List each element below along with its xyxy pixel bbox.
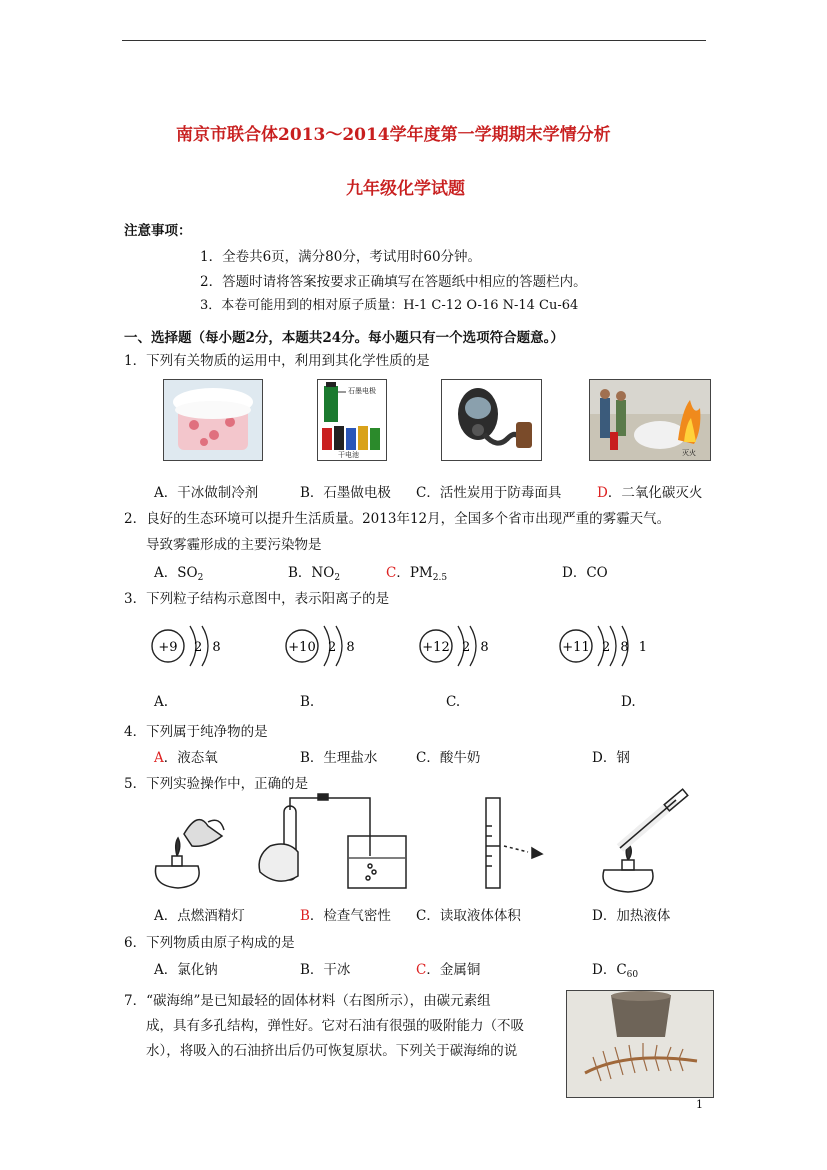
q7-line: 水），将吸入的石油挤出后仍可恢复原状。下列关于碳海绵的说: [146, 1043, 518, 1059]
q6-option-a: A．氯化钠: [154, 962, 218, 978]
electron-counts: 2 8 1: [602, 640, 651, 655]
top-rule: [122, 40, 706, 41]
q5-option-c: C．读取液体体积: [416, 908, 521, 924]
q2-option-a: A．$SO_2$: [154, 565, 204, 583]
q2-stem: 2．良好的生态环境可以提升生活质量。2013年12月，全国多个省市出现严重的雾霾天气。: [124, 511, 671, 527]
q1-option-b: B．石墨做电极: [300, 485, 391, 501]
q4-option-c: C．酸牛奶: [416, 750, 481, 766]
q5-option-a: A．点燃酒精灯: [154, 908, 245, 924]
atom-diagram: [416, 618, 516, 678]
q1-stem: 1．下列有关物质的运用中，利用到其化学性质的是: [124, 353, 430, 369]
nucleus-charge: +10: [288, 640, 316, 655]
q1-option-d-letter: D: [597, 485, 608, 501]
page-number: 1: [696, 1098, 703, 1111]
q3-stem: 3．下列粒子结构示意图中，表示阳离子的是: [124, 591, 390, 607]
notice-heading: 注意事项：: [124, 223, 192, 239]
q2-option-d: D．CO: [562, 565, 608, 581]
electron-counts: 2 8: [462, 640, 492, 655]
q4-stem: 4．下列属于纯净物的是: [124, 724, 268, 740]
q1-option-c: C．活性炭用于防毒面具: [416, 485, 562, 501]
q4-option-b: B．生理盐水: [300, 750, 378, 766]
gas-mask-photo: [441, 379, 542, 461]
page-subtitle: 九年级化学试题: [346, 179, 465, 199]
q1-option-a: A．干冰做制冷剂: [154, 485, 259, 501]
electron-counts: 2 8: [328, 640, 358, 655]
notice-item: 3．本卷可能用到的相对原子质量：H-1 C-12 O-16 N-14 Cu-64: [200, 298, 579, 313]
atom-diagram: [556, 618, 656, 678]
airtight-check-icon: [259, 794, 406, 888]
q1-option-d: [597, 481, 702, 501]
notice-item: 1．全卷共6页，满分80分，考试用时60分钟。: [200, 249, 482, 265]
q7-line: 成，具有多孔结构，弹性好。它对石油有很强的吸附能力（不吸: [146, 1018, 524, 1034]
q6-stem: 6．下列物质由原子构成的是: [124, 935, 295, 951]
graduated-cylinder-icon: [486, 798, 542, 888]
dry-ice-icon: [164, 380, 262, 460]
q2-stem-cont: 导致雾霾形成的主要污染物是: [146, 537, 322, 553]
nucleus-charge: +12: [422, 640, 450, 655]
nucleus-charge: +9: [158, 640, 178, 655]
carbon-sponge-photo: [566, 990, 714, 1098]
battery-photo: [317, 379, 387, 461]
q5-option-b: B．检查气密性: [300, 908, 391, 924]
q2-option-b: B．$NO_2$: [288, 565, 341, 583]
q3-option-c: C.: [446, 694, 461, 710]
fire-extinguish-photo: [589, 379, 711, 461]
gas-mask-icon: [442, 380, 541, 460]
lab-operations-figure: [148, 796, 718, 896]
dry-ice-photo: [163, 379, 263, 461]
heating-liquid-icon: [603, 789, 688, 892]
q5-stem: 5．下列实验操作中，正确的是: [124, 776, 309, 792]
electron-counts: 2 8: [194, 640, 224, 655]
atom-diagram: [282, 618, 382, 678]
nucleus-charge: +11: [562, 640, 590, 655]
q6-option-c: C．金属铜: [416, 962, 481, 978]
q2-option-c: C．$PM_{2.5}$: [386, 565, 448, 583]
q7-line: 7．“碳海绵”是已知最轻的固体材料（右图所示），由碳元素组: [124, 993, 491, 1009]
atom-diagram: [148, 618, 248, 678]
carbon-sponge-icon: [567, 991, 713, 1097]
alcohol-lamp-icon: [155, 820, 224, 888]
page-title: 南京市联合体2013～2014学年度第一学期期末学情分析: [176, 125, 611, 145]
q3-option-b: B.: [300, 694, 315, 710]
q4-option-d: D．钢: [592, 750, 630, 766]
q1-option-d-text: ．二氧化碳灭火: [607, 485, 703, 501]
fig-label-fire: 灭火: [682, 449, 696, 457]
q3-option-a: A.: [154, 694, 169, 710]
q6-option-b: B．干冰: [300, 962, 351, 978]
q5-option-d: D．加热液体: [592, 908, 671, 924]
q4-option-a: A．液态氧: [154, 750, 218, 766]
fig-label-electrode: 石墨电极: [348, 387, 376, 395]
section-heading: 一、选择题（每小题2分，本题共24分。每小题只有一个选项符合题意。）: [124, 330, 564, 346]
fig-label-battery: 干电池: [338, 451, 359, 459]
notice-item: 2．答题时请将答案按要求正确填写在答题纸中相应的答题栏内。: [200, 274, 587, 290]
q3-option-d: D.: [621, 694, 636, 710]
q6-option-d: D．$C_{60}$: [592, 962, 639, 980]
